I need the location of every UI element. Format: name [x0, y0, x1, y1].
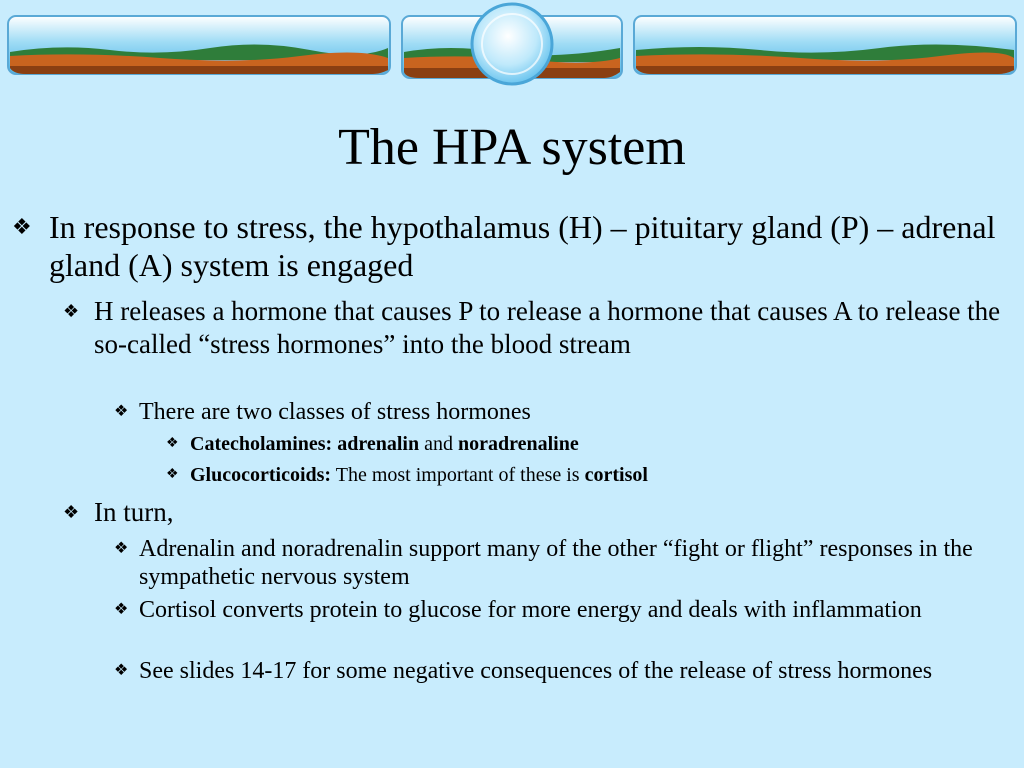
plain-text: The most important of these is — [331, 464, 585, 486]
bullet-text — [190, 462, 1010, 488]
bullet-text: In response to stress, the hypothalamus (H) – pituitary gland (P) – adrenal gland (A) system is engaged — [49, 209, 996, 283]
diamond-bullet-icon: ❖ — [166, 467, 179, 482]
bullet-text: Adrenalin and noradrenalin support many of the other “fight or flight” responses in the sympathetic nervous system — [139, 536, 973, 590]
bullet-text: See slides 14-17 for some negative consequences of the release of stress hormones — [139, 658, 933, 684]
plain-text: and — [419, 433, 458, 455]
bold-term: Glucocorticoids: — [190, 464, 332, 486]
bold-term: cortisol — [584, 464, 648, 486]
bullet-text: There are two classes of stress hormones — [139, 399, 531, 425]
slide-title: The HPA system — [338, 119, 686, 176]
diamond-bullet-icon: ❖ — [114, 662, 129, 679]
bold-term: Catecholamines: adrenalin — [190, 433, 420, 455]
bullet-text: Cortisol converts protein to glucose for more energy and deals with inflammation — [139, 597, 922, 623]
diamond-bullet-icon: ❖ — [114, 540, 129, 557]
bold-term: noradrenaline — [457, 433, 579, 455]
diamond-bullet-icon: ❖ — [12, 214, 32, 239]
bullet-text: H releases a hormone that causes P to release a hormone that causes A to release the so-called “stress hormones” into the blood stream — [94, 296, 1001, 359]
diamond-bullet-icon: ❖ — [63, 502, 80, 522]
diamond-bullet-icon: ❖ — [114, 403, 129, 420]
bullet-text — [190, 431, 1010, 457]
diamond-bullet-icon: ❖ — [114, 601, 129, 618]
diamond-bullet-icon: ❖ — [63, 301, 80, 321]
bullet-text: In turn, — [94, 497, 174, 527]
diamond-bullet-icon: ❖ — [166, 436, 179, 451]
